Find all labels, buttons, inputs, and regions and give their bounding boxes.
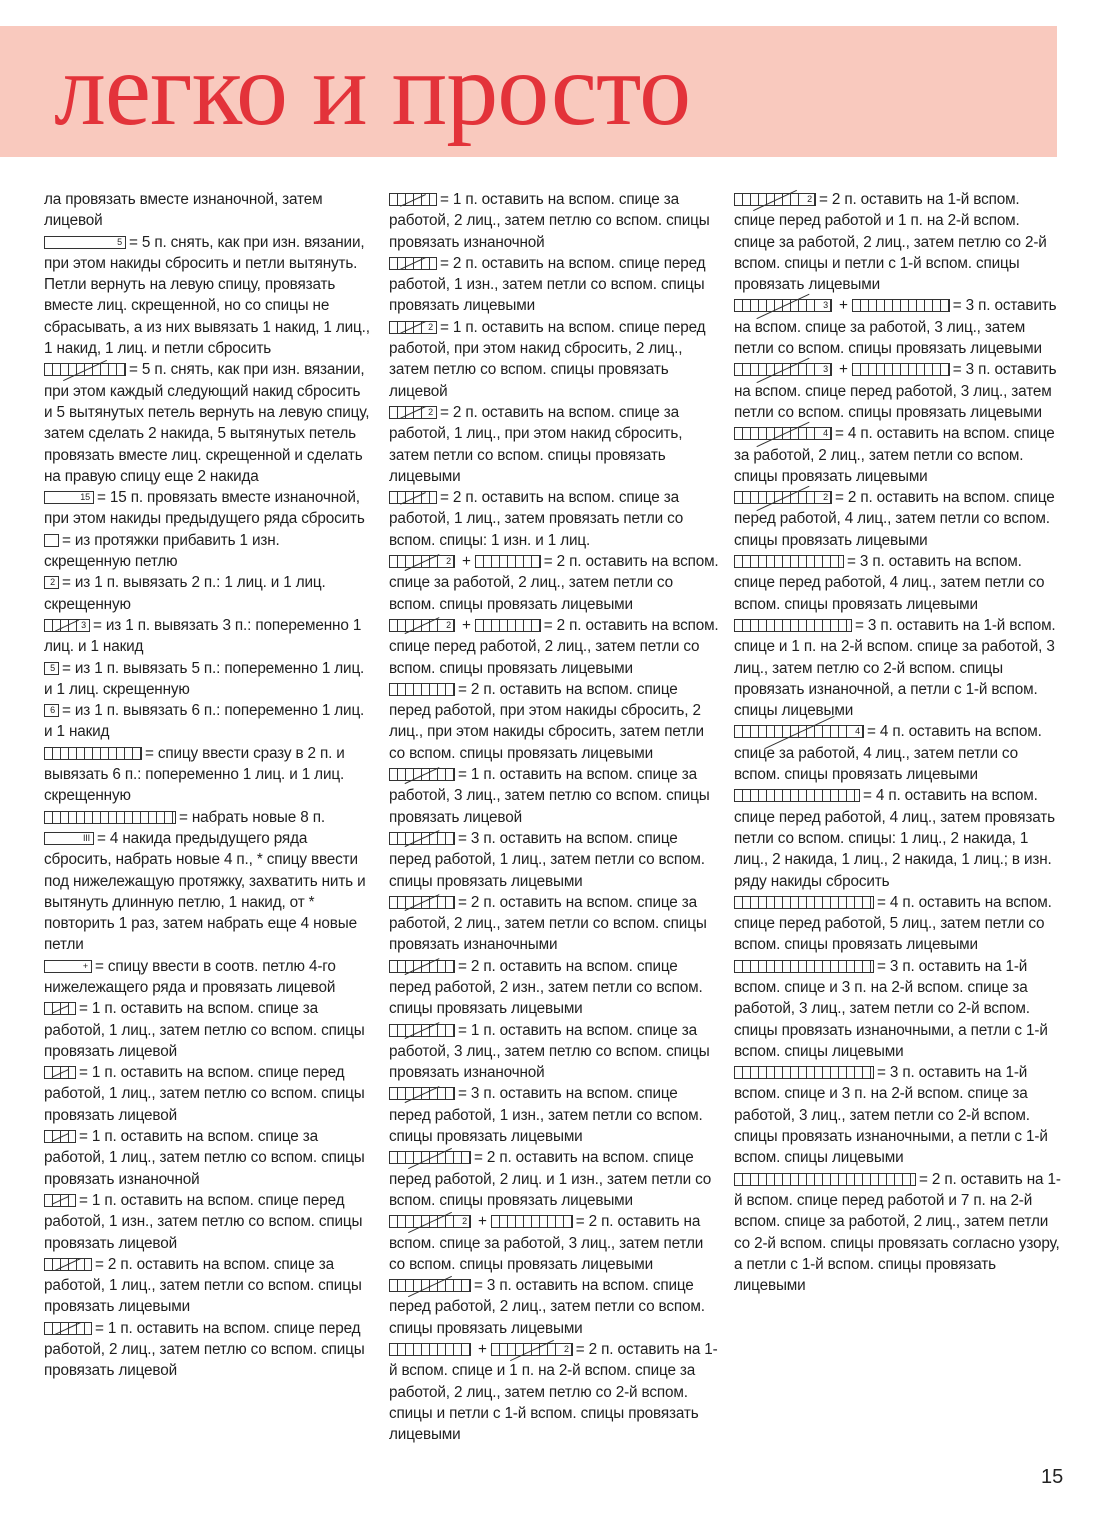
legend-text: = 5 п. снять, как при изн. вязании, при этом накиды сбросить и петли вытянуть. Петли вернуть на левую спицу, провязать вместе лиц. скрещенной, но со спицы не сбрасывать, а из них вывязать 1 накид, 1 лиц., 1 накид, 1 лиц. и петли сбросить [44,233,370,358]
legend-entry [734,1062,1064,1168]
legend-entry [44,1254,370,1318]
legend-entry [389,317,719,402]
stitch-symbol-icon [44,1002,76,1015]
stitch-symbol-icon [44,1258,92,1271]
stitch-symbol-icon [44,236,126,249]
legend-entry [389,402,719,487]
stitch-symbol-icon [734,725,864,738]
symbol-number: 5 [50,662,55,673]
legend-entry [389,1083,719,1147]
symbol-number: 5 [117,236,122,247]
legend-entry [734,892,1064,956]
legend-entry [389,189,719,253]
legend-text: = 4 п. оставить на вспом. спице перед работой, 4 лиц., затем провязать петли со вспом. спицы: 1 лиц., 2 накида, 1 лиц., 2 накида, 1 лиц., 2 накида, 1 лиц.; в изн. ряду накиды сбросить [734,787,1055,890]
plus-sign: + [478,1213,487,1231]
stitch-symbol-icon [44,576,59,589]
legend-text: = 2 п. оставить на вспом. спице за работой, 2 лиц., затем петли со вспом. спицы провязать лицевыми [389,553,719,613]
stitch-symbol-icon [44,491,94,504]
legend-entry [44,189,370,232]
legend-entry [44,658,370,701]
legend-text: = из 1 п. вывязать 3 п.: попеременно 1 лиц. и 1 накид [44,616,362,656]
legend-entry [734,1169,1064,1297]
legend-text: = 2 п. оставить на вспом. спице перед работой, при этом накиды сбросить, 2 лиц., при этом накиды сбросить, затем петли со вспом. спицы провязать лицевыми [389,680,704,762]
legend-entry [44,530,370,573]
symbol-number: 2 [446,619,451,630]
plus-sign: + [839,297,848,315]
legend-text: = 3 п. оставить на вспом. спице перед работой, 3 лиц., затем петли со вспом. спицы провязать лицевыми [734,361,1057,421]
legend-text: ла провязать вместе изнаночной, затем лицевой [44,191,323,230]
plus-sign: + [839,361,848,379]
legend-text: = 2 п. оставить на вспом. спице за работой, 1 лиц., затем провязать петли со вспом. спицы: 1 изн. и 1 лиц. [389,489,684,549]
legend-entry [734,721,1064,785]
stitch-symbol-icon [734,193,816,206]
legend-entry [44,828,370,956]
symbol-number: 2 [428,321,433,332]
legend-entry [389,679,719,764]
legend-entry [734,615,1064,721]
symbol-number: 2 [823,492,828,503]
legend-text: = 3 п. оставить на вспом. спице за работой, 3 лиц., затем петли со вспом. спицы провязать лицевыми [734,297,1057,358]
stitch-symbol-icon [734,1173,916,1186]
stitch-symbol-icon [734,427,832,440]
legend-entry [389,1211,719,1275]
legend-entry [44,232,370,360]
legend-text: = 2 п. оставить на 1-й вспом. спице перед работой и 1 п. на 2-й вспом. спице за работой, 2 лиц., затем петлю со 2-й вспом. спицы и петли с 1-й вспом. спицы провязать лицевыми [734,191,1047,294]
legend-entry [389,551,719,615]
stitch-symbol-icon [389,1215,471,1228]
symbol-number: 2 [50,577,55,588]
legend-text: = 4 накида предыдущего ряда сбросить, набрать новые 4 п., * спицу ввести под нижележащую протяжку, захватить нить и вытянуть длинную петлю, 1 накид, от * повторить 1 раз, затем набрать еще 4 новые петли [44,829,366,954]
symbol-number: 4 [855,726,860,737]
legend-entry [44,1062,370,1126]
stitch-symbol-icon [852,299,950,312]
legend-entry [44,998,370,1062]
legend-entry [389,615,719,679]
stitch-symbol-icon [44,704,59,717]
legend-entry [44,1190,370,1254]
stitch-symbol-icon [475,555,541,568]
stitch-symbol-icon [389,1024,455,1037]
legend-text: = 1 п. оставить на вспом. спице перед работой, при этом накид сбросить, 2 лиц., затем петлю со вспом. спицы провязать лицевой [389,318,706,400]
stitch-symbol-icon [389,193,437,206]
legend-entry [734,551,1064,615]
stitch-symbol-icon [389,768,455,781]
legend-text: = из 1 п. вывязать 6 п.: попеременно 1 лиц. и 1 накид [44,702,365,741]
stitch-symbol-icon [389,1087,455,1100]
stitch-symbol-icon [44,747,142,760]
legend-entry [44,487,370,530]
stitch-symbol-icon [389,683,455,696]
symbol-number: 3 [823,364,828,375]
stitch-symbol-icon [44,534,59,547]
stitch-symbol-icon [389,896,455,909]
legend-text: = 15 п. провязать вместе изнаночной, при этом накиды предыдущего ряда сбросить [44,489,365,528]
stitch-symbol-icon [491,1343,573,1356]
legend-text: = 2 п. оставить на 1-й вспом. спице и 1 п. на 2-й вспом. спице за работой, 2 лиц., затем петлю со 2-й вспом. спицы и петли с 1-й вспом. спицы провязать лицевыми [389,1341,718,1444]
stitch-symbol-icon [734,1066,874,1079]
symbol-number: 2 [446,556,451,567]
legend-text: = 2 п. оставить на вспом. спице за работой, 2 лиц., затем петли со вспом. спицы провязать изнаночными [389,893,707,954]
stitch-symbol-icon [852,363,950,376]
stitch-symbol-icon [44,1322,92,1335]
legend-text: = 3 п. оставить на вспом. спице перед работой, 1 лиц., затем петли со вспом. спицы провязать лицевыми [389,829,705,890]
legend-text: = из 1 п. вывязать 2 п.: 1 лиц. и 1 лиц. скрещенную [44,574,326,613]
symbol-number: 3 [81,619,86,630]
stitch-symbol-icon [734,491,832,504]
legend-entry [734,487,1064,551]
legend-text: = из протяжки прибавить 1 изн. скрещенную петлю [44,531,280,571]
stitch-symbol-icon [389,491,437,504]
legend-entry [44,615,370,658]
stitch-symbol-icon [389,1279,471,1292]
stitch-symbol-icon [44,832,94,845]
symbol-number: 2 [428,406,433,417]
legend-text: = 1 п. оставить на вспом. спице перед работой, 1 лиц., затем петлю со вспом. спицы провязать лицевой [44,1064,365,1124]
stitch-symbol-icon [44,619,90,632]
legend-text: = 3 п. оставить на 1-й вспом. спице и 3 п. на 2-й вспом. спице за работой, 3 лиц., затем петли со 2-й вспом. спицы провязать изнаночными, а петли с 1-й вспом. спицы лицевыми [734,1064,1048,1167]
legend-entry [44,956,370,999]
stitch-symbol-icon [44,960,92,973]
stitch-symbol-icon [734,555,844,568]
stitch-symbol-icon [389,832,455,845]
legend-text: = спицу ввести сразу в 2 п. и вывязать 6 п.: попеременно 1 лиц. и 1 лиц. скрещенную [44,744,345,805]
stitch-symbol-icon [389,960,455,973]
stitch-symbol-icon [389,406,437,419]
legend-text: = спицу ввести в соотв. петлю 4-го нижележащего ряда и провязать лицевой [44,957,336,996]
stitch-symbol-icon [389,555,455,568]
symbol-number: + [82,960,88,971]
stitch-symbol-icon [734,619,852,632]
legend-text: = 2 п. оставить на вспом. спице за работой, 1 лиц., затем петли со вспом. спицы провязать лицевыми [44,1255,362,1316]
legend-text: = 1 п. оставить на вспом. спице перед работой, 2 лиц., затем петлю со вспом. спицы провязать лицевой [44,1319,365,1380]
legend-text: = 4 п. оставить на вспом. спице за работой, 2 лиц., затем петли со вспом. спицы провязать лицевыми [734,425,1055,485]
stitch-symbol-icon [44,363,126,376]
page-title: легко и просто [54,32,691,147]
legend-entry [389,487,719,551]
stitch-symbol-icon [389,619,455,632]
legend-text: = 5 п. снять, как при изн. вязании, при этом каждый следующий накид сбросить и 5 вытянутых петель вернуть на левую спицу, затем сделать 2 накида, 5 вытянутых петель провязать вместе лиц. скрещенной и сделать на правую спицу еще 2 накида [44,361,370,485]
legend-entry [44,807,370,828]
symbol-number: 4 [823,428,828,439]
stitch-symbol-icon [44,1130,76,1143]
stitch-symbol-icon [734,896,874,909]
legend-entry [389,956,719,1020]
symbol-number: 2 [807,194,812,204]
plus-sign: + [478,1341,487,1359]
stitch-symbol-icon [44,1194,76,1207]
stitch-symbol-icon [475,619,541,632]
legend-entry [734,359,1064,423]
stitch-symbol-icon [491,1215,573,1228]
legend-entry [389,1147,719,1211]
legend-entry [389,764,719,828]
stitch-symbol-icon [734,960,874,973]
legend-text: = 1 п. оставить на вспом. спице перед работой, 1 изн., затем петлю со вспом. спицы провязать лицевой [44,1191,363,1252]
plus-sign: + [462,553,471,571]
column-1 [44,189,370,1382]
legend-text: = 2 п. оставить на вспом. спице перед работой, 1 изн., затем петли со вспом. спицы провязать лицевыми [389,254,706,315]
column-3 [734,189,1064,1296]
legend-entry [734,189,1064,295]
column-2 [389,189,719,1446]
legend-text: = 1 п. оставить на вспом. спице за работой, 3 лиц., затем петлю со вспом. спицы провязать лицевой [389,766,710,826]
legend-text: = 3 п. оставить на вспом. спице перед работой, 4 лиц., затем петли со вспом. спицы провязать лицевыми [734,553,1045,613]
legend-entry [389,1275,719,1339]
stitch-symbol-icon [44,811,176,824]
legend-text: = 2 п. оставить на вспом. спице перед работой, 2 изн., затем петли со вспом. спицы провязать лицевыми [389,957,703,1018]
legend-entry [44,1126,370,1190]
stitch-symbol-icon [389,257,437,270]
legend-text: = 1 п. оставить на вспом. спице за работой, 1 лиц., затем петлю со вспом. спицы провязать лицевой [44,1000,365,1060]
legend-entry [734,423,1064,487]
symbol-number: 15 [80,492,90,503]
legend-text: = 1 п. оставить на вспом. спице за работой, 1 лиц., затем петлю со вспом. спицы провязать изнаночной [44,1128,365,1188]
legend-entry [44,743,370,807]
stitch-symbol-icon [389,1151,471,1164]
legend-text: = 3 п. оставить на вспом. спице перед работой, 2 лиц., затем петли со вспом. спицы провязать лицевыми [389,1277,705,1337]
stitch-symbol-icon [734,363,832,376]
legend-entry [44,1318,370,1382]
legend-text: = 1 п. оставить на вспом. спице за работой, 3 лиц., затем петлю со вспом. спицы провязать изнаночной [389,1021,710,1082]
legend-entry [389,828,719,892]
legend-entry [389,892,719,956]
legend-entry [734,956,1064,1062]
legend-text: = 1 п. оставить на вспом. спице за работой, 2 лиц., затем петлю со вспом. спицы провязать изнаночной [389,191,710,251]
legend-entry [44,700,370,743]
legend-text: = из 1 п. вывязать 5 п.: попеременно 1 лиц. и 1 лиц. скрещенную [44,659,365,698]
stitch-symbol-icon [389,1343,471,1356]
legend-text: = 2 п. оставить на вспом. спице перед работой, 2 лиц., затем петли со вспом. спицы провязать лицевыми [389,616,719,677]
symbol-number: 3 [823,300,828,311]
stitch-symbol-icon [44,662,59,675]
stitch-symbol-icon [734,789,860,802]
symbol-number: 6 [50,705,55,716]
plus-sign: + [462,616,471,634]
legend-entry [44,359,370,487]
legend-text: = 3 п. оставить на вспом. спице перед работой, 1 изн., затем петли со вспом. спицы провязать лицевыми [389,1085,703,1146]
symbol-number: 2 [563,1344,569,1355]
legend-text: = набрать новые 8 п. [179,808,325,826]
legend-text: = 4 п. оставить на вспом. спице за работой, 4 лиц., затем петли со вспом. спицы провязать лицевыми [734,723,1042,784]
stitch-symbol-icon [389,321,437,334]
legend-entry [44,572,370,615]
legend-text: = 3 п. оставить на 1-й вспом. спице и 1 п. на 2-й вспом. спице за работой, 3 лиц., затем петлю со 2-й вспом. спицы провязать изнаночной, а петли с 1-й вспом. спицы лицевыми [734,616,1056,720]
legend-text: = 4 п. оставить на вспом. спице перед работой, 5 лиц., затем петли со вспом. спицы провязать лицевыми [734,893,1052,954]
legend-text: = 2 п. оставить на вспом. спице за работой, 3 лиц., затем петли со вспом. спицы провязать лицевыми [389,1213,704,1273]
stitch-symbol-icon [44,1066,76,1079]
legend-text: = 2 п. оставить на 1-й вспом. спице перед работой и 7 п. на 2-й вспом. спице за работой, 2 лиц., затем петли со 2-й вспом. спицы провязать согласно узору, а петли с 1-й вспом. спицы провязать лицевыми [734,1170,1061,1295]
symbol-number: III [82,832,90,843]
legend-entry [389,253,719,317]
legend-text: = 2 п. оставить на вспом. спице перед работой, 2 лиц. и 1 изн., затем петли со вспом. спицы провязать лицевыми [389,1149,712,1209]
legend-entry [389,1339,719,1445]
legend-entry [734,785,1064,891]
page-number: 15 [1041,1466,1064,1488]
legend-text: = 2 п. оставить на вспом. спице за работой, 1 лиц., при этом накид сбросить, затем петли со вспом. спицы провязать лицевыми [389,403,683,485]
legend-entry [734,295,1064,359]
legend-text: = 3 п. оставить на 1-й вспом. спице и 3 п. на 2-й вспом. спице за работой, 3 лиц., затем петли со 2-й вспом. спицы провязать изнаночными, а петли с 1-й вспом. спицы лицевыми [734,957,1048,1060]
legend-text: = 2 п. оставить на вспом. спице перед работой, 4 лиц., затем петли со вспом. спицы провязать лицевыми [734,489,1055,549]
legend-entry [389,1020,719,1084]
symbol-number: 2 [462,1216,467,1227]
stitch-symbol-icon [734,299,832,312]
